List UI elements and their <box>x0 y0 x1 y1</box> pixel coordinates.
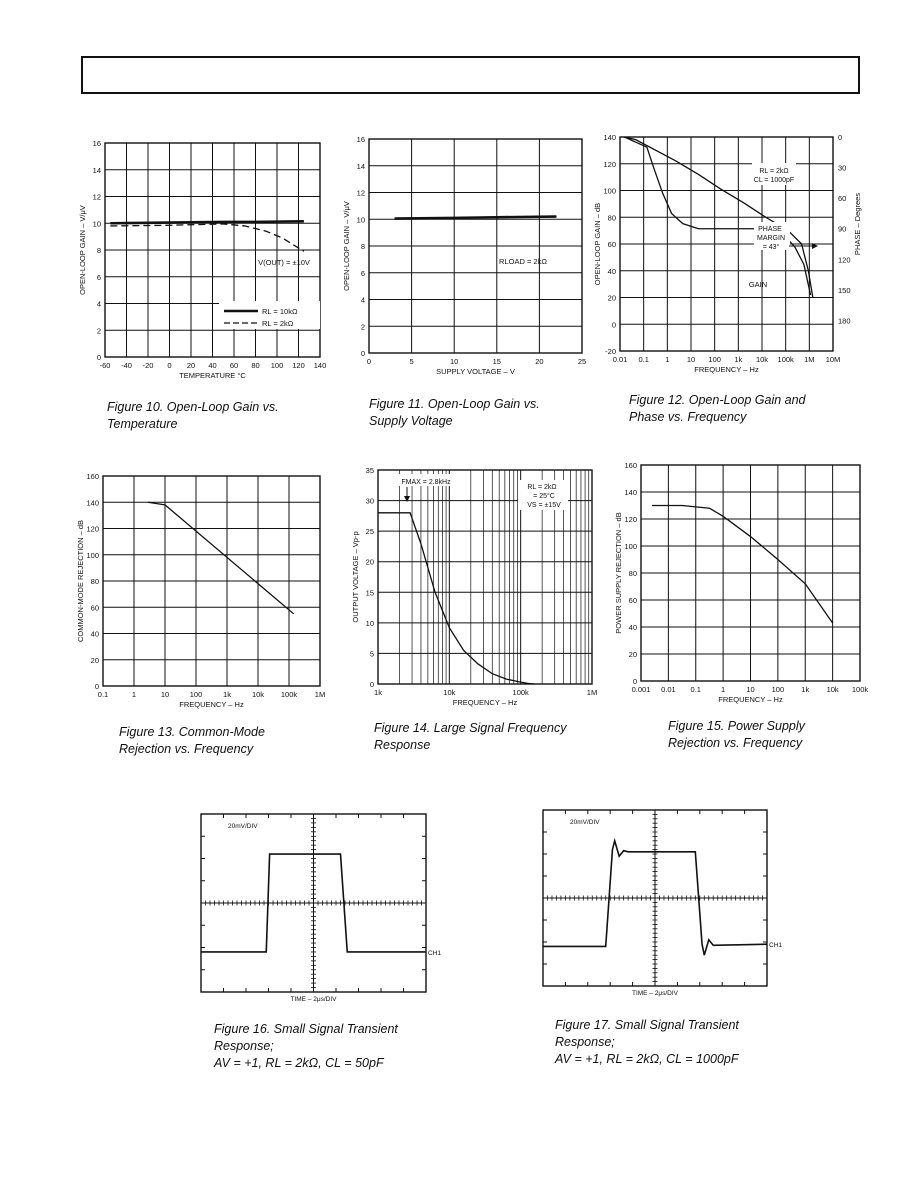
y2-tick-label: 150 <box>838 285 851 295</box>
legend-label: RL = 2kΩ <box>262 319 294 328</box>
x-axis-label: SUPPLY VOLTAGE – V <box>436 367 515 376</box>
y-tick-label: 10 <box>356 215 365 225</box>
y-tick-label: 140 <box>603 133 616 142</box>
y-tick-label: 100 <box>86 550 99 560</box>
y-tick-label: 100 <box>603 186 616 196</box>
x-tick-label: 0 <box>167 361 172 370</box>
y-tick-label: 12 <box>92 192 101 202</box>
fig14-caption: Figure 14. Large Signal Frequency Response <box>374 721 567 752</box>
x-axis-label: FREQUENCY – Hz <box>718 695 783 704</box>
y-tick-label: 0 <box>632 677 637 686</box>
x-tick-label: 40 <box>208 361 217 370</box>
x-axis-label: FREQUENCY – Hz <box>452 698 518 707</box>
series-line-1 <box>624 137 810 295</box>
x-tick-label: 1M <box>586 688 598 697</box>
x-tick-label: -40 <box>121 361 132 370</box>
scope-vdiv-label: 20mV/DIV <box>570 819 600 826</box>
fig13-caption: Figure 13. Common-Mode Rejection vs. Frequency <box>119 725 265 756</box>
y-tick-label: 20 <box>628 650 637 659</box>
fig11-caption: Figure 11. Open-Loop Gain vs. Supply Voltage <box>369 397 540 428</box>
annotation-cl: CL = 1000pF <box>753 177 795 184</box>
x-axis-label: FREQUENCY – Hz <box>179 700 244 709</box>
y-tick-label: 2 <box>96 326 101 336</box>
scope-time-label: TIME – 2μs/DIV <box>631 990 679 997</box>
series-line-1 <box>110 224 304 251</box>
x-tick-label: 100k <box>512 688 529 697</box>
x-axis-label: TEMPERATURE °C <box>179 371 246 380</box>
fig17-chart <box>543 810 782 997</box>
annotation-fmax: FMAX = 2.8kHz <box>401 479 451 486</box>
annotation-phase: PHASE <box>758 226 782 233</box>
y-tick-label: 8 <box>360 242 365 251</box>
x-tick-label: 0.1 <box>690 685 701 694</box>
x-tick-label: 100 <box>771 685 785 694</box>
y-tick-label: 0 <box>360 349 365 358</box>
fig12-chart <box>593 133 862 374</box>
annotation-margin: MARGIN <box>757 235 785 242</box>
x-tick-label: 100 <box>708 355 721 364</box>
y-tick-label: 16 <box>92 139 101 148</box>
y-tick-label: 0 <box>94 682 99 691</box>
x-tick-label: 1k <box>374 688 382 697</box>
y2-tick-label: 60 <box>838 194 847 204</box>
y-tick-label: 20 <box>607 293 616 303</box>
y-tick-label: 0 <box>96 353 101 362</box>
fig15-caption: Figure 15. Power Supply Rejection vs. Frequency <box>668 719 805 750</box>
x-tick-label: 20 <box>186 361 196 370</box>
series-line-0 <box>148 502 294 614</box>
fig13-chart <box>76 472 325 709</box>
y-tick-label: 160 <box>86 472 99 481</box>
y-axis-label: OPEN-LOOP GAIN – V/μV <box>78 205 87 295</box>
fig10-chart <box>78 139 326 380</box>
x-tick-label: -60 <box>99 361 111 370</box>
x-axis-label: FREQUENCY – Hz <box>694 365 759 374</box>
y-tick-label: 10 <box>92 219 101 229</box>
y-axis-label: OPEN-LOOP GAIN – dB <box>593 202 602 286</box>
y-tick-label: 20 <box>90 655 99 665</box>
y2-axis-label: PHASE – Degrees <box>853 192 862 256</box>
legend-label: RL = 10kΩ <box>262 307 298 316</box>
x-tick-label: 0.1 <box>97 690 109 699</box>
y-tick-label: 120 <box>86 524 99 534</box>
series-line-0 <box>378 513 535 684</box>
x-tick-label: 100k <box>851 685 869 694</box>
series-line-0 <box>395 217 557 219</box>
x-tick-label: 60 <box>229 361 239 370</box>
y-tick-label: 14 <box>356 161 365 171</box>
y-tick-label: 35 <box>365 466 374 475</box>
annotation-gain: GAIN <box>748 280 768 289</box>
y-tick-label: 100 <box>624 542 637 551</box>
x-tick-label: 10k <box>443 688 456 697</box>
y-tick-label: 0 <box>611 320 616 330</box>
x-tick-label: 1M <box>314 690 326 699</box>
annotation-rload: RLOAD = 2kΩ <box>499 257 547 266</box>
x-tick-label: 10k <box>826 685 839 694</box>
fig17-caption: Figure 17. Small Signal Transient Response; AV = +1, RL = 2kΩ, CL = 1000pF <box>555 1018 739 1066</box>
y-tick-label: 4 <box>360 295 365 305</box>
annotation-rl: RL = 2kΩ <box>759 168 789 175</box>
x-tick-label: 20 <box>535 357 544 366</box>
x-tick-label: 10 <box>746 685 755 694</box>
x-tick-label: 5 <box>409 357 414 366</box>
scope-time-label: TIME – 2μs/DIV <box>290 996 337 1003</box>
x-tick-label: 1k <box>734 355 743 364</box>
fig11-chart <box>342 135 586 376</box>
fig12-caption: Figure 12. Open-Loop Gain and Phase vs. Frequency <box>629 393 806 424</box>
x-tick-label: 1k <box>223 690 231 699</box>
y-tick-label: 2 <box>360 322 365 332</box>
y2-tick-label: 180 <box>838 316 851 326</box>
x-tick-label: 1 <box>721 685 726 694</box>
x-tick-label: 100 <box>270 361 284 370</box>
y-axis-label: OPEN-LOOP GAIN – V/μV <box>342 201 351 291</box>
y-tick-label: 12 <box>356 188 365 198</box>
y-tick-label: 25 <box>365 527 374 537</box>
y-tick-label: 6 <box>96 272 101 282</box>
y-tick-label: 60 <box>90 603 99 613</box>
fig16-caption: Figure 16. Small Signal Transient Response; AV = +1, RL = 2kΩ, CL = 50pF <box>214 1022 398 1070</box>
x-tick-label: 10 <box>450 357 459 366</box>
fmax-arrow-head <box>404 496 410 502</box>
x-tick-label: 10k <box>251 690 265 699</box>
y-tick-label: 10 <box>365 618 374 628</box>
annotation-vs: VS = ±15V <box>527 502 561 509</box>
x-tick-label: -20 <box>142 361 154 370</box>
y-tick-label: 6 <box>360 268 365 278</box>
y-tick-label: 80 <box>90 577 99 586</box>
y-tick-label: 60 <box>628 596 637 605</box>
scope-channel-label: CH1 <box>769 942 783 950</box>
x-tick-label: 0.001 <box>631 685 651 694</box>
y-tick-label: 15 <box>365 588 374 598</box>
y-tick-label: 80 <box>607 213 616 223</box>
y-tick-label: 8 <box>96 246 101 255</box>
scope-channel-label: CH1 <box>428 949 442 957</box>
y-tick-label: 0 <box>369 680 374 689</box>
annotation-margin-value: = 43° <box>762 244 780 251</box>
y-axis-label: OUTPUT VOLTAGE – Vp-p <box>351 531 360 623</box>
y-tick-label: 40 <box>628 623 637 632</box>
y-tick-label: 80 <box>628 569 637 578</box>
y-tick-label: 40 <box>90 629 99 639</box>
x-tick-label: 0 <box>366 357 372 366</box>
y-axis-label: POWER SUPPLY REJECTION – dB <box>614 512 623 634</box>
x-tick-label: 10M <box>825 355 841 364</box>
x-tick-label: 10 <box>686 355 696 364</box>
fig10-caption: Figure 10. Open-Loop Gain vs. Temperature <box>107 400 279 431</box>
y2-tick-label: 30 <box>838 163 847 173</box>
y-tick-label: 40 <box>607 266 616 276</box>
x-tick-label: 1M <box>804 355 815 364</box>
x-tick-label: 0.01 <box>612 355 628 364</box>
y2-tick-label: 120 <box>838 255 851 265</box>
scope-vdiv-label: 20mV/DIV <box>228 823 258 830</box>
y-tick-label: 120 <box>624 515 637 524</box>
x-tick-label: 80 <box>251 361 260 370</box>
y-tick-label: 14 <box>92 165 101 175</box>
x-tick-label: 100 <box>189 690 203 699</box>
y2-tick-label: 90 <box>838 224 847 234</box>
x-tick-label: 120 <box>292 361 305 370</box>
y-tick-label: 60 <box>607 240 616 249</box>
x-tick-label: 1k <box>801 685 810 694</box>
y-tick-label: 140 <box>624 488 637 497</box>
annotation-vout: V(OUT) = ±10V <box>258 258 310 267</box>
y-axis-label: COMMON-MODE REJECTION – dB <box>76 519 85 643</box>
annotation-temp: = 25°C <box>533 493 555 500</box>
fig15-chart <box>614 461 868 704</box>
y-tick-label: 20 <box>365 557 374 567</box>
x-tick-label: 140 <box>313 361 327 370</box>
annotation-rl: RL = 2kΩ <box>527 484 557 491</box>
y-tick-label: 140 <box>86 498 99 508</box>
x-tick-label: 15 <box>492 357 501 366</box>
fig16-chart <box>201 814 441 1003</box>
x-tick-label: 0.01 <box>661 685 676 694</box>
y-tick-label: 120 <box>603 159 616 169</box>
y-tick-label: 160 <box>624 461 637 470</box>
y-tick-label: 16 <box>356 135 365 144</box>
y-tick-label: 30 <box>365 496 374 506</box>
y-tick-label: 5 <box>369 649 374 659</box>
x-tick-label: 10k <box>755 355 769 364</box>
fig14-chart <box>351 466 597 707</box>
x-tick-label: 100k <box>777 355 794 364</box>
y-tick-label: 4 <box>96 299 101 309</box>
y-tick-label: -20 <box>605 347 616 356</box>
x-tick-label: 0.1 <box>638 355 649 364</box>
x-tick-label: 1 <box>665 355 670 364</box>
x-tick-label: 25 <box>577 357 587 366</box>
y2-tick-label: 0 <box>838 133 843 142</box>
x-tick-label: 1 <box>131 690 137 699</box>
x-tick-label: 10 <box>160 690 170 699</box>
x-tick-label: 100k <box>280 690 298 699</box>
